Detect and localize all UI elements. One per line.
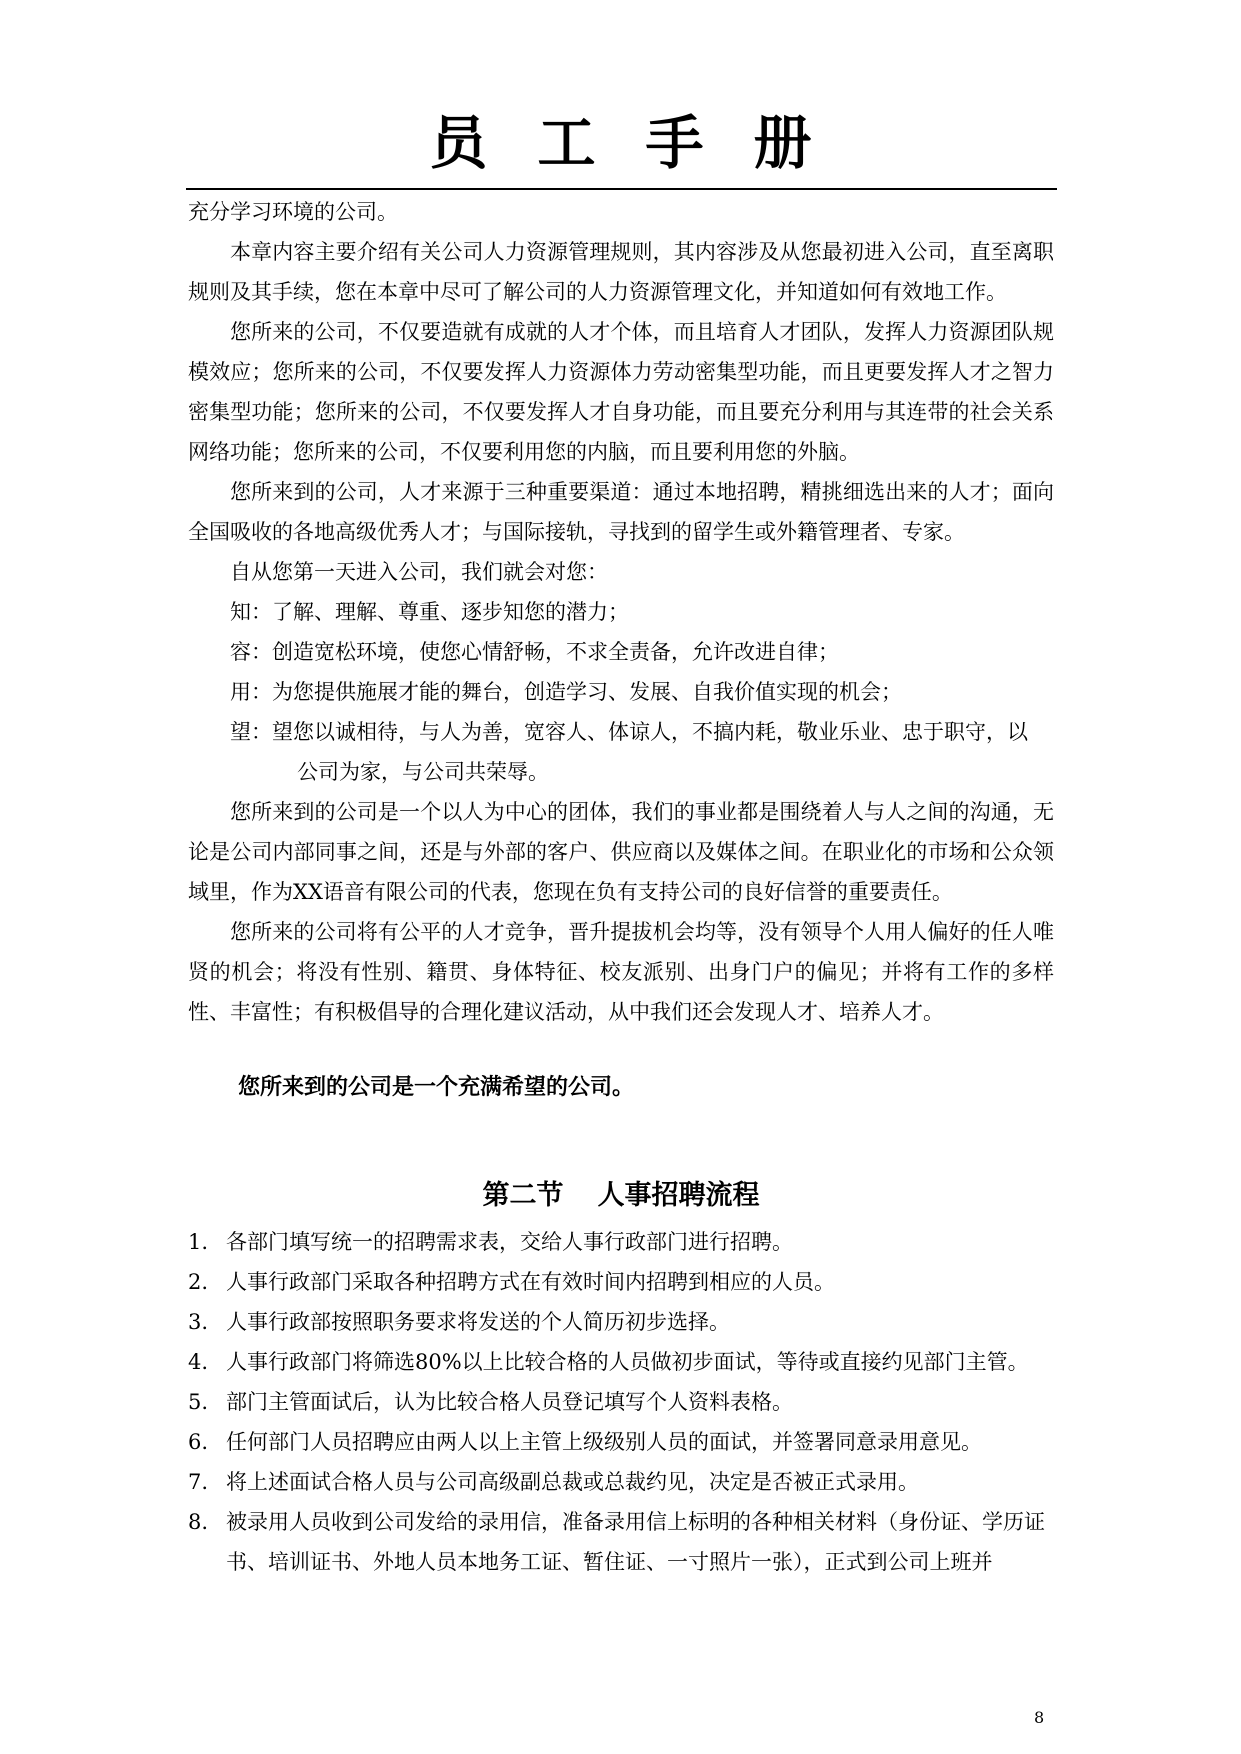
value-item-wang bbox=[188, 712, 1054, 792]
value-key: 望 bbox=[230, 720, 251, 744]
list-item bbox=[188, 1342, 1054, 1382]
list-item bbox=[188, 1422, 1054, 1462]
section-number: 第二节 bbox=[482, 1180, 564, 1211]
list-item bbox=[188, 1222, 1054, 1262]
list-item bbox=[188, 1262, 1054, 1302]
list-item-number: 1. bbox=[188, 1230, 209, 1254]
intro-paragraph: 自从您第一天进入公司，我们就会对您： bbox=[230, 560, 608, 584]
page-header-title: 员工手册 bbox=[429, 109, 862, 177]
list-item-number: 3. bbox=[188, 1310, 209, 1334]
list-item-text: 部门主管面试后，认为比较合格人员登记填写个人资料表格。 bbox=[226, 1390, 793, 1414]
closing-paragraph: 您所来的公司将有公平的人才竞争，晋升提拔机会均等，没有领导个人用人偏好的任人唯贤的机会；将没有性别、籍贯、身体特征、校友派别、出身门户的偏见；并将有工作的多样性、丰富性；有积极倡导的合理化建议活动，从中我们还会发现人才、培养人才。 bbox=[188, 920, 1054, 1024]
list-item bbox=[188, 1382, 1054, 1422]
value-separator: ： bbox=[251, 600, 272, 624]
page-body bbox=[188, 192, 1054, 1582]
value-text: 望您以诚相待，与人为善，宽容人、体谅人，不搞内耗，敬业乐业、忠于职守，以 bbox=[272, 720, 1028, 744]
list-item-text: 人事行政部门采取各种招聘方式在有效时间内招聘到相应的人员。 bbox=[226, 1270, 835, 1294]
list-item bbox=[188, 1462, 1054, 1502]
list-item-number: 4. bbox=[188, 1350, 209, 1374]
value-item-zhi bbox=[188, 592, 1054, 632]
list-item-number: 8. bbox=[188, 1510, 209, 1534]
list-item-number: 6. bbox=[188, 1430, 209, 1454]
list-item-text: 人事行政部按照职务要求将发送的个人简历初步选择。 bbox=[226, 1310, 730, 1334]
value-text: 了解、理解、尊重、逐步知您的潜力； bbox=[272, 600, 629, 624]
value-text: 为您提供施展才能的舞台，创造学习、发展、自我价值实现的机会； bbox=[272, 680, 902, 704]
value-key: 知 bbox=[230, 600, 251, 624]
intro-paragraph: 您所来的公司，不仅要造就有成就的人才个体，而且培育人才团队，发挥人力资源团队规模效应；您所来的公司，不仅要发挥人力资源体力劳动密集型功能，而且更要发挥人才之智力密集型功能；您所来的公司，不仅要发挥人才自身功能，而且要充分利用与其连带的社会关系网络功能；您所来的公司，不仅要利用您的内脑，而且要利用您的外脑。 bbox=[188, 320, 1054, 464]
section-title: 人事招聘流程 bbox=[597, 1180, 760, 1211]
list-item bbox=[188, 1302, 1054, 1342]
closing-paragraph: 您所来到的公司是一个以人为中心的团体，我们的事业都是围绕着人与人之间的沟通，无论是公司内部同事之间，还是与外部的客户、供应商以及媒体之间。在职业化的市场和公众领域里，作为XX语音有限公司的代表，您现在负有支持公司的良好信誉的重要责任。 bbox=[188, 800, 1054, 904]
continuation-paragraph: 充分学习环境的公司。 bbox=[188, 200, 398, 224]
list-item-number: 7. bbox=[188, 1470, 209, 1494]
value-key: 容 bbox=[230, 640, 251, 664]
list-item-text: 将上述面试合格人员与公司高级副总裁或总裁约见，决定是否被正式录用。 bbox=[226, 1470, 919, 1494]
bold-statement: 您所来到的公司是一个充满希望的公司。 bbox=[238, 1075, 635, 1100]
intro-paragraph: 您所来到的公司，人才来源于三种重要渠道：通过本地招聘，精挑细选出来的人才；面向全国吸收的各地高级优秀人才；与国际接轨，寻找到的留学生或外籍管理者、专家。 bbox=[188, 480, 1054, 544]
value-separator: ： bbox=[251, 640, 272, 664]
page-number: 8 bbox=[1034, 1708, 1045, 1727]
list-item-text: 任何部门人员招聘应由两人以上主管上级级别人员的面试，并签署同意录用意见。 bbox=[226, 1430, 982, 1454]
intro-paragraph: 本章内容主要介绍有关公司人力资源管理规则，其内容涉及从您最初进入公司，直至离职规则及其手续，您在本章中尽可了解公司的人力资源管理文化，并知道如何有效地工作。 bbox=[188, 240, 1054, 304]
list-item bbox=[188, 1502, 1054, 1582]
list-item-text: 被录用人员收到公司发给的录用信，准备录用信上标明的各种相关材料（身份证、学历证书、培训证书、外地人员本地务工证、暂住证、一寸照片一张），正式到公司上班并 bbox=[226, 1510, 1045, 1574]
value-text: 创造宽松环境，使您心情舒畅，不求全责备，允许改进自律； bbox=[272, 640, 839, 664]
header-divider bbox=[186, 188, 1057, 190]
list-item-number: 5. bbox=[188, 1390, 209, 1414]
recruitment-steps-list bbox=[188, 1222, 1054, 1582]
value-separator: ： bbox=[251, 680, 272, 704]
value-separator: ： bbox=[251, 720, 272, 744]
value-text-continuation: 公司为家，与公司共荣辱。 bbox=[297, 760, 549, 784]
value-item-rong bbox=[188, 632, 1054, 672]
value-key: 用 bbox=[230, 680, 251, 704]
list-item-number: 2. bbox=[188, 1270, 209, 1294]
list-item-text: 人事行政部门将筛选80%以上比较合格的人员做初步面试，等待或直接约见部门主管。 bbox=[226, 1350, 1029, 1374]
section-heading bbox=[188, 1176, 1054, 1216]
value-item-yong bbox=[188, 672, 1054, 712]
list-item-text: 各部门填写统一的招聘需求表，交给人事行政部门进行招聘。 bbox=[226, 1230, 793, 1254]
